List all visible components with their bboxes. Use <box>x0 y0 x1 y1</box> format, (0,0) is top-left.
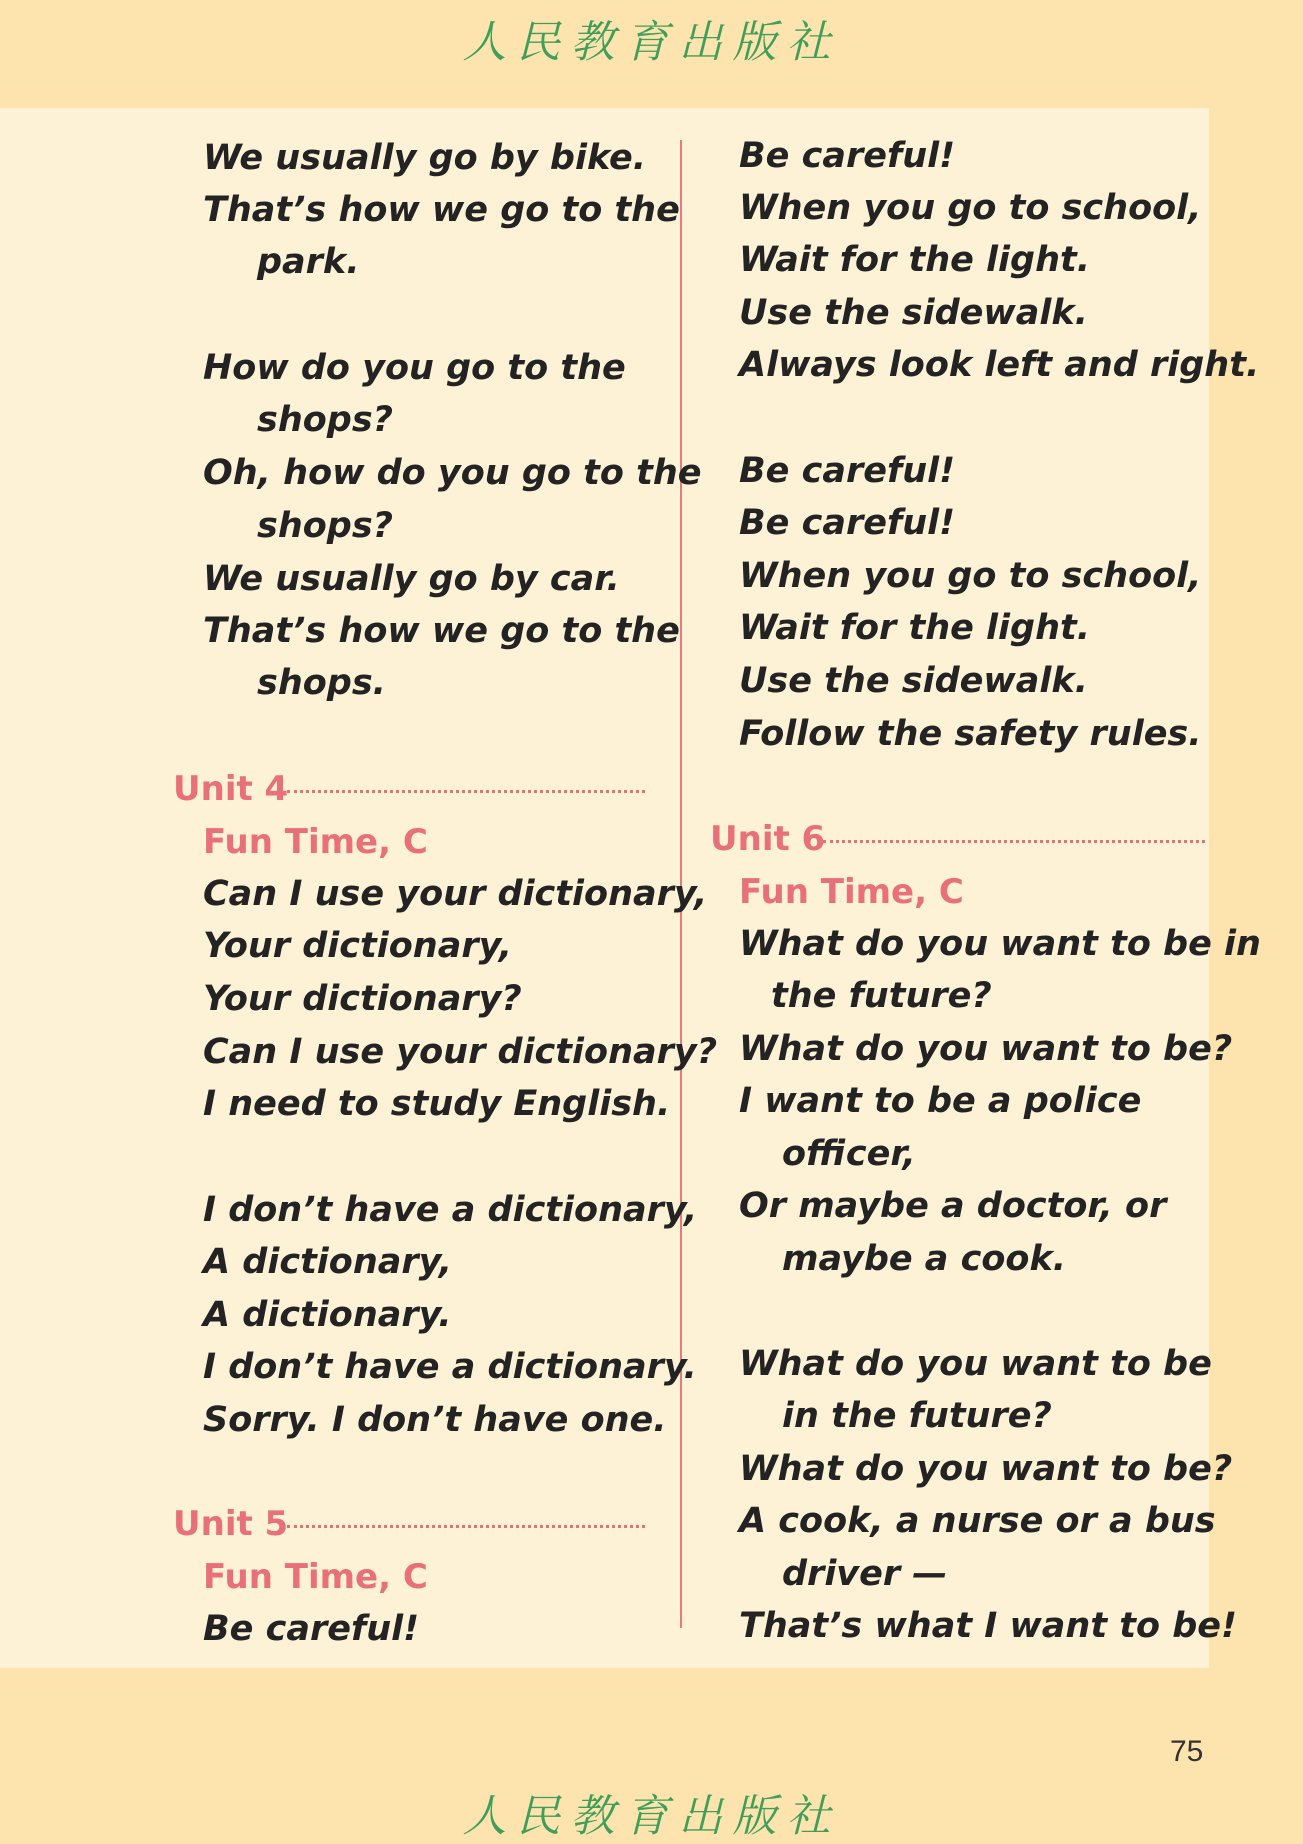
song-line: What do you want to be? <box>739 1029 1233 1069</box>
song-line: Use the sidewalk. <box>739 293 1088 333</box>
song-line: I don’t have a dictionary. <box>203 1347 697 1387</box>
song-line: Be careful! <box>739 503 956 543</box>
song-line: Sorry. I don’t have one. <box>203 1400 667 1440</box>
publisher-logo-top: 人民教育出版社 <box>462 17 841 68</box>
song-line: Oh, how do you go to the <box>203 453 702 493</box>
song-line: Wait for the light. <box>739 240 1091 280</box>
song-line: the future? <box>771 976 992 1016</box>
song-line: shops? <box>257 506 393 546</box>
song-line: Follow the safety rules. <box>739 714 1202 754</box>
unit-4-section-title: Fun Time, C <box>203 822 428 862</box>
unit-6-section-title: Fun Time, C <box>739 872 964 912</box>
song-line: Your dictionary, <box>203 926 513 966</box>
song-line: Your dictionary? <box>203 979 522 1019</box>
page-number: 75 <box>1170 1735 1204 1768</box>
song-line: That’s what I want to be! <box>739 1606 1237 1646</box>
song-line: driver — <box>782 1554 948 1594</box>
song-line: A dictionary, <box>203 1242 453 1282</box>
song-line: in the future? <box>782 1396 1052 1436</box>
unit-6-heading: Unit 6 <box>710 819 826 859</box>
song-line: Always look left and right. <box>739 345 1260 385</box>
song-line: What do you want to be? <box>739 1449 1233 1489</box>
song-line: That’s how we go to the <box>203 611 680 651</box>
song-line: Wait for the light. <box>739 608 1091 648</box>
song-line: shops. <box>257 663 386 703</box>
unit-4-heading: Unit 4 <box>173 769 289 809</box>
unit-5-section-title: Fun Time, C <box>203 1557 428 1597</box>
song-line: When you go to school, <box>739 188 1202 228</box>
song-line: shops? <box>257 400 393 440</box>
song-line: Be careful! <box>739 451 956 491</box>
song-line: I need to study English. <box>203 1084 671 1124</box>
song-line: maybe a cook. <box>782 1239 1067 1279</box>
song-line: Use the sidewalk. <box>739 661 1088 701</box>
song-line: What do you want to be in <box>739 924 1261 964</box>
song-line: When you go to school, <box>739 556 1202 596</box>
song-line: We usually go by bike. <box>203 138 647 178</box>
song-line: officer, <box>782 1134 916 1174</box>
song-line: What do you want to be <box>739 1344 1212 1384</box>
song-line: Can I use your dictionary, <box>203 874 708 914</box>
unit-6-dotted-rule <box>823 840 1205 843</box>
unit-5-dotted-rule <box>287 1525 645 1528</box>
song-line: Can I use your dictionary? <box>203 1032 717 1072</box>
song-line: I want to be a police <box>739 1081 1142 1121</box>
unit-5-heading: Unit 5 <box>173 1504 289 1544</box>
publisher-logo-bottom: 人民教育出版社 <box>462 1791 841 1842</box>
song-line: Be careful! <box>203 1609 420 1649</box>
song-line: Or maybe a doctor, or <box>739 1186 1167 1226</box>
song-line: How do you go to the <box>203 348 626 388</box>
song-line: A cook, a nurse or a bus <box>739 1501 1216 1541</box>
song-line: A dictionary. <box>203 1295 452 1335</box>
unit-4-dotted-rule <box>287 790 645 793</box>
song-line: I don’t have a dictionary, <box>203 1190 698 1230</box>
song-line: That’s how we go to the <box>203 190 680 230</box>
song-line: Be careful! <box>739 136 956 176</box>
song-line: park. <box>257 242 360 282</box>
song-line: We usually go by car. <box>203 559 620 599</box>
